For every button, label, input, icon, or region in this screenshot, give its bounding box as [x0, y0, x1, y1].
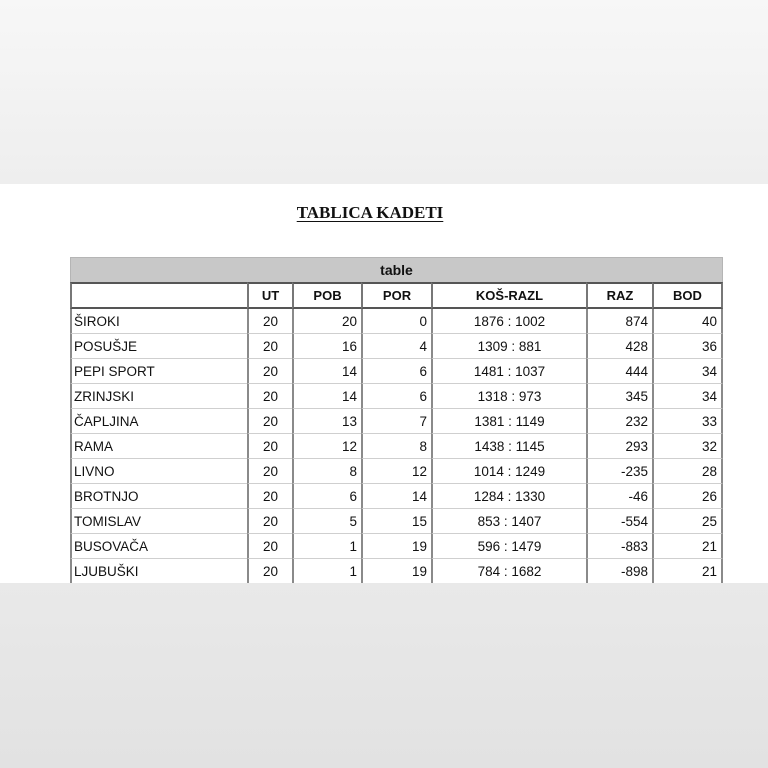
kos-razl-cell: 1318 : 973 — [431, 384, 586, 409]
table-row — [70, 459, 723, 484]
table-caption: table — [70, 257, 723, 282]
por-cell: 0 — [361, 309, 431, 334]
team-name: BUSOVAČA — [70, 534, 247, 559]
document-page — [0, 184, 768, 583]
ut-cell: 20 — [247, 334, 292, 359]
team-name: ČAPLJINA — [70, 409, 247, 434]
bod-cell: 28 — [652, 459, 723, 484]
pob-cell: 14 — [292, 384, 361, 409]
table-row — [70, 309, 723, 334]
kos-razl-cell: 1309 : 881 — [431, 334, 586, 359]
ut-cell: 20 — [247, 359, 292, 384]
standings-table — [70, 257, 723, 585]
ut-cell: 20 — [247, 534, 292, 559]
bod-cell: 32 — [652, 434, 723, 459]
bod-cell: 34 — [652, 359, 723, 384]
header-por: POR — [361, 282, 431, 309]
pob-cell: 12 — [292, 434, 361, 459]
bod-cell: 21 — [652, 534, 723, 559]
bod-cell: 36 — [652, 334, 723, 359]
pob-cell: 20 — [292, 309, 361, 334]
pob-cell: 14 — [292, 359, 361, 384]
raz-cell: 232 — [586, 409, 652, 434]
pob-cell: 13 — [292, 409, 361, 434]
header-ut: UT — [247, 282, 292, 309]
ut-cell: 20 — [247, 509, 292, 534]
kos-razl-cell: 1438 : 1145 — [431, 434, 586, 459]
bod-cell: 26 — [652, 484, 723, 509]
pob-cell: 16 — [292, 334, 361, 359]
pob-cell: 1 — [292, 534, 361, 559]
table-row — [70, 384, 723, 409]
background-band-bottom — [0, 583, 768, 768]
raz-cell: 345 — [586, 384, 652, 409]
pob-cell: 8 — [292, 459, 361, 484]
header-raz: RAZ — [586, 282, 652, 309]
table-row — [70, 334, 723, 359]
kos-razl-cell: 1284 : 1330 — [431, 484, 586, 509]
team-name: POSUŠJE — [70, 334, 247, 359]
ut-cell: 20 — [247, 384, 292, 409]
ut-cell: 20 — [247, 434, 292, 459]
por-cell: 15 — [361, 509, 431, 534]
raz-cell: -883 — [586, 534, 652, 559]
raz-cell: 428 — [586, 334, 652, 359]
kos-razl-cell: 596 : 1479 — [431, 534, 586, 559]
page-title-text: TABLICA KADETI — [296, 203, 444, 222]
team-name: LJUBUŠKI — [70, 559, 247, 585]
kos-razl-cell: 1481 : 1037 — [431, 359, 586, 384]
table-row — [70, 359, 723, 384]
por-cell: 12 — [361, 459, 431, 484]
por-cell: 19 — [361, 559, 431, 585]
table-row — [70, 509, 723, 534]
team-name: RAMA — [70, 434, 247, 459]
kos-razl-cell: 853 : 1407 — [431, 509, 586, 534]
por-cell: 6 — [361, 384, 431, 409]
team-name: PEPI SPORT — [70, 359, 247, 384]
raz-cell: -46 — [586, 484, 652, 509]
kos-razl-cell: 1014 : 1249 — [431, 459, 586, 484]
header-kos-razl: KOŠ-RAZL — [431, 282, 586, 309]
por-cell: 8 — [361, 434, 431, 459]
bod-cell: 25 — [652, 509, 723, 534]
team-name: TOMISLAV — [70, 509, 247, 534]
team-name: LIVNO — [70, 459, 247, 484]
table-row — [70, 534, 723, 559]
por-cell: 19 — [361, 534, 431, 559]
ut-cell: 20 — [247, 484, 292, 509]
header-bod: BOD — [652, 282, 723, 309]
raz-cell: 293 — [586, 434, 652, 459]
raz-cell: -235 — [586, 459, 652, 484]
ut-cell: 20 — [247, 559, 292, 585]
pob-cell: 6 — [292, 484, 361, 509]
por-cell: 4 — [361, 334, 431, 359]
header-team — [70, 282, 247, 309]
page-title — [0, 203, 740, 223]
background-band-top — [0, 0, 768, 184]
raz-cell: -554 — [586, 509, 652, 534]
ut-cell: 20 — [247, 409, 292, 434]
table-row — [70, 484, 723, 509]
table-row — [70, 559, 723, 585]
bod-cell: 21 — [652, 559, 723, 585]
pob-cell: 1 — [292, 559, 361, 585]
raz-cell: 874 — [586, 309, 652, 334]
por-cell: 14 — [361, 484, 431, 509]
bod-cell: 34 — [652, 384, 723, 409]
team-name: ZRINJSKI — [70, 384, 247, 409]
por-cell: 6 — [361, 359, 431, 384]
table-row — [70, 409, 723, 434]
raz-cell: 444 — [586, 359, 652, 384]
kos-razl-cell: 784 : 1682 — [431, 559, 586, 585]
pob-cell: 5 — [292, 509, 361, 534]
table-header-row — [70, 282, 723, 309]
header-pob: POB — [292, 282, 361, 309]
team-name: ŠIROKI — [70, 309, 247, 334]
kos-razl-cell: 1876 : 1002 — [431, 309, 586, 334]
ut-cell: 20 — [247, 459, 292, 484]
team-name: BROTNJO — [70, 484, 247, 509]
table-row — [70, 434, 723, 459]
ut-cell: 20 — [247, 309, 292, 334]
raz-cell: -898 — [586, 559, 652, 585]
kos-razl-cell: 1381 : 1149 — [431, 409, 586, 434]
bod-cell: 33 — [652, 409, 723, 434]
por-cell: 7 — [361, 409, 431, 434]
bod-cell: 40 — [652, 309, 723, 334]
